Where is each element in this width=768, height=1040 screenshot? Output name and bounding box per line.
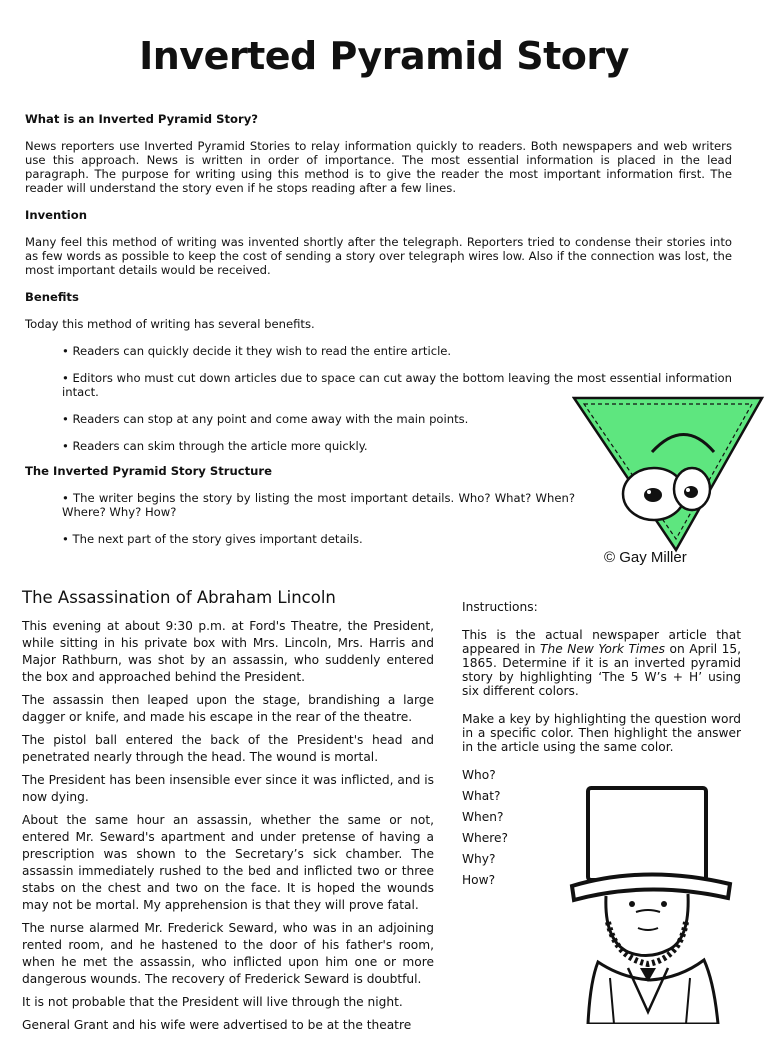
structure-item: • The next part of the story gives important details. (62, 532, 363, 546)
structure-heading: The Inverted Pyramid Story Structure (25, 464, 272, 478)
article-paragraph: General Grant and his wife were advertised to be at the theatre (22, 1018, 412, 1032)
article-paragraph: The nurse alarmed Mr. Frederick Seward, who was in an adjoining rented room, and he hastened to the door of his father's room, when he met the assassin, who inflicted upon him one or more dangerous wounds. The recovery of Frederick Seward is doubtful. (22, 921, 434, 986)
question-why: Why? (462, 852, 496, 866)
article-paragraph: This evening at about 9:30 p.m. at Ford's Theatre, the President, while sitting in his private box with Mrs. Lincoln, Mrs. Harris and Major Rathburn, was shot by an assassin, who suddenly entered the box and approached behind the President. (22, 619, 434, 684)
benefit-item: • Readers can skim through the article more quickly. (62, 439, 368, 453)
page-title: Inverted Pyramid Story (139, 34, 629, 78)
what-text: News reporters use Inverted Pyramid Stories to relay information quickly to readers. Both newspapers and web writers use this approach. News is written in order of importance. The most essential information is placed in the lead paragraph. The purpose for writing using this method is to give the reader the most important information first. The reader will understand the story even if he stops reading after a few lines. (25, 139, 732, 195)
article-paragraph: About the same hour an assassin, whether the same or not, entered Mr. Seward's apartment and under pretense of having a prescription was shown to the Secretary’s sick chamber. The assassin immediately rushed to the bed and inflicted two or three stabs on the chest and two on the face. It is hoped the wounds may not be mortal. My apprehension is that they will prove fatal. (22, 813, 434, 912)
question-how: How? (462, 873, 496, 887)
benefit-item: • Readers can stop at any point and come away with the main points. (62, 412, 469, 426)
invention-heading: Invention (25, 208, 87, 222)
article-heading: The Assassination of Abraham Lincoln (22, 588, 336, 607)
article-paragraph: The pistol ball entered the back of the President's head and penetrated nearly through the head. The wound is mortal. (22, 733, 434, 764)
article-paragraph: It is not probable that the President will live through the night. (22, 995, 403, 1009)
article-paragraph: The assassin then leaped upon the stage, brandishing a large dagger or knife, and made his escape in the rear of the theatre. (22, 693, 434, 724)
instructions-text-2: Make a key by highlighting the question word in a specific color. Then highlight the answer in the article using the same color. (462, 712, 741, 754)
question-where: Where? (462, 831, 508, 845)
benefits-heading: Benefits (25, 290, 79, 304)
newspaper-name: The New York Times (540, 642, 666, 656)
article (22, 588, 434, 1040)
question-who: Who? (462, 768, 496, 782)
lincoln-cartoon-icon (568, 782, 748, 1024)
structure-item: • The writer begins the story by listing the most important details. Who? What? When? Where? Why? How? (62, 491, 575, 519)
what-heading: What is an Inverted Pyramid Story? (25, 112, 258, 126)
benefit-item: • Readers can quickly decide it they wish to read the entire article. (62, 344, 452, 358)
instructions-text-1: This is the actual newspaper article that appeared in The New York Times on April 15, 1865. Determine if it is an inverted pyramid story by highlighting ‘The 5 W’s + H’ using six different colors. (462, 628, 741, 698)
invention-text: Many feel this method of writing was invented shortly after the telegraph. Reporters tried to condense their stories into as few words as possible to keep the cost of sending a story over telegraph wires low. Also if the connection was lost, the most important details would be received. (25, 235, 732, 277)
article-paragraph: The President has been insensible ever since it was inflicted, and is now dying. (22, 773, 434, 804)
benefit-item: • Editors who must cut down articles due to space can cut away the bottom leaving the most essential information intact. (62, 371, 732, 399)
copyright: © Gay Miller (604, 549, 687, 566)
instructions-label: Instructions: (462, 600, 538, 614)
benefits-intro: Today this method of writing has several benefits. (25, 317, 315, 331)
question-when: When? (462, 810, 504, 824)
question-what: What? (462, 789, 501, 803)
inverted-pyramid-mascot-icon (572, 395, 765, 553)
